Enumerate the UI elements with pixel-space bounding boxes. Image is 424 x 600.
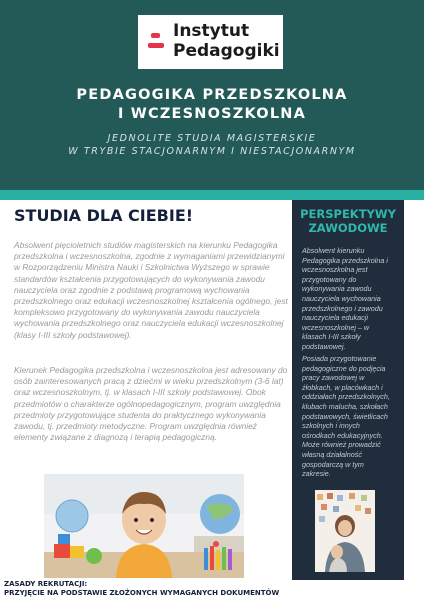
logo-mark-icon	[148, 31, 164, 53]
title-line-2: I WCZESNOSZKOLNA	[117, 106, 307, 122]
section-heading: STUDIA DLA CIEBIE!	[14, 206, 194, 225]
subtitle-line-2: W TRYBIE STACJONARNYM I NIESTACJONARNYM	[68, 146, 356, 157]
teacher-with-child-photo	[315, 490, 375, 572]
logo-line-2: Pedagogiki	[173, 41, 280, 61]
logo-text	[173, 21, 280, 61]
institute-logo[interactable]	[138, 15, 283, 69]
recruitment-rules-text: PRZYJĘCIE NA PODSTAWIE ZŁOŻONYCH WYMAGANYCH DOKUMENTÓW	[4, 588, 280, 597]
page-title	[20, 86, 404, 124]
body-paragraph-1: Absolwent pięcioletnich studiów magisterskich na kierunku Pedagogika przedszkolna i wczesnoszkolna, zgodnie z wymaganiami przewidzianymi w Rozporządzeniu Ministra Nauki i Szkolnictwa Wyższego w sprawie standardów kształcenia przygotowujących do wykonywania zawodu nauczyciela oraz zgodnie z podstawą programową wychowania przedszkolnego oraz edukacji wczesnoszkolnej kształcenia ogólnego, jest kompleksowo przygotowany do wykonywania zawodu nauczyciela wychowania przedszkolnego oraz nauczyciela edukacji wczesnoszkolnej (klasy I-III szkoły podstawowej).	[14, 240, 288, 340]
recruitment-rules-heading: ZASADY REKRUTACJI:	[4, 580, 88, 588]
title-line-1: PEDAGOGIKA PRZEDSZKOLNA	[76, 87, 348, 103]
recruitment-rules	[4, 580, 424, 597]
accent-stripe	[0, 190, 424, 200]
page-subtitle	[20, 132, 404, 158]
sidebar-paragraph-2: Posiada przygotowanie pedagogiczne do podjęcia pracy zawodowej w żłobkach, w placówkach i oddziałach przedszkolnych, klubach malucha, szkołach podstawowych, świetlicach szkolnych i innych ośrodkach edukacyjnych. Może również prowadzić własną działalność gospodarczą w tym zakresie.	[302, 354, 390, 479]
logo-line-1: Instytut	[173, 21, 250, 41]
sidebar-title-line-2: ZAWODOWE	[308, 220, 388, 235]
sidebar-title	[292, 208, 404, 235]
body-paragraph-2: Kierunek Pedagogika przedszkolna i wczesnoszkolna jest adresowany do osób zainteresowanych pracą z dziećmi w wieku przedszkolnym (3-6 lat) oraz wczesnoszkolnym, tj. w klasach I-III szkoły podstawowej. Obok przedmiotów o charakterze ogólnopedagogicznym, program uwzględnia przedmioty przygotowujące studenta do praktycznego wykonywania zawodu, tj. przedmioty metodyczne. Program uwzględnia również elementy związane z diagnozą i terapią pedagogiczną.	[14, 365, 288, 443]
sidebar-paragraph-1: Absolwent kierunku Pedagogika przedszkolna i wczesnoszkolna jest przygotowany do wykonywania zawodu nauczyciela wychowania przedszkolnego i zawodu nauczyciela edukacji wczesnoszkolnej – w klasach I-III szkoły podstawowej.	[302, 246, 388, 351]
sidebar-title-line-1: PERSPEKTYWY	[300, 207, 396, 221]
child-playing-photo	[44, 474, 244, 578]
subtitle-line-1: JEDNOLITE STUDIA MAGISTERSKIE	[107, 133, 317, 144]
